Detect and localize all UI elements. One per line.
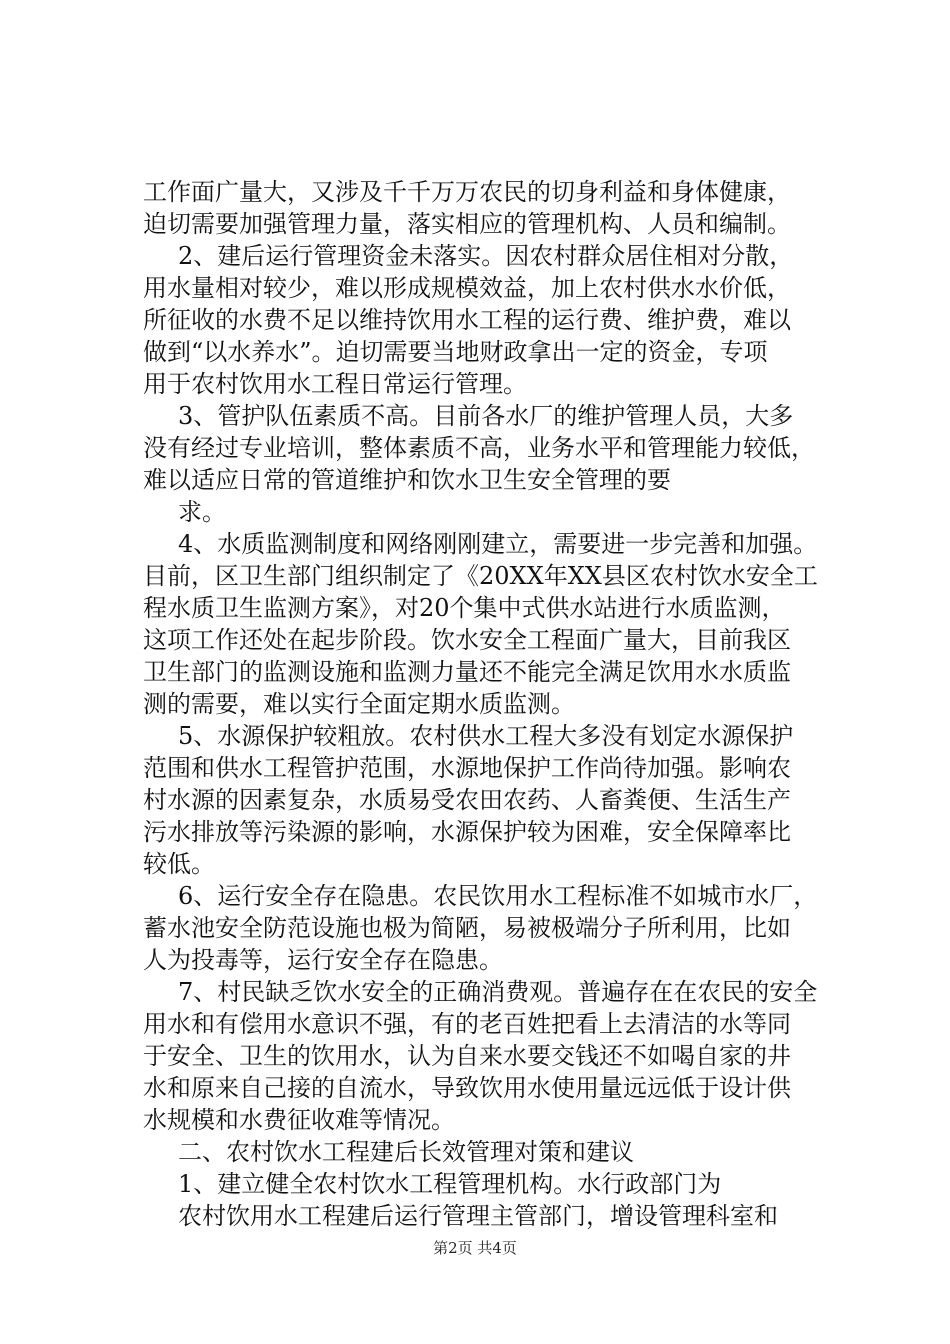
- body-line: 求。: [178, 498, 226, 526]
- body-line: 目前，区卫生部门组织制定了《20XX年XX县区农村饮水安全工: [143, 562, 818, 590]
- body-line: 程水质卫生监测方案》，对20个集中式供水站进行水质监测，: [143, 594, 786, 622]
- body-line: 工作面广量大，又涉及千千万万农民的切身利益和身体健康，: [143, 178, 791, 206]
- section-heading: 二、农村饮水工程建后长效管理对策和建议: [178, 1138, 634, 1166]
- body-line: 人为投毒等，运行安全存在隐患。: [143, 946, 503, 974]
- body-line: 用水和有偿用水意识不强，有的老百姓把看上去清洁的水等同: [143, 1010, 791, 1038]
- body-line: 用于农村饮用水工程日常运行管理。: [143, 370, 527, 398]
- body-line: 农村饮用水工程建后运行管理主管部门，增设管理科室和: [178, 1202, 778, 1230]
- body-line: 没有经过专业培训，整体素质不高，业务水平和管理能力较低，: [143, 434, 815, 462]
- body-line: 较低。: [143, 850, 215, 878]
- body-line: 难以适应日常的管道维护和饮水卫生安全管理的要: [143, 466, 671, 494]
- body-line: 2、建后运行管理资金未落实。因农村群众居住相对分散，: [178, 242, 794, 270]
- body-line: 于安全、卫生的饮用水，认为自来水要交钱还不如喝自家的井: [143, 1042, 791, 1070]
- body-line: 水和原来自己接的自流水，导致饮用水使用量远远低于设计供: [143, 1074, 791, 1102]
- body-line: 1、建立健全农村饮水工程管理机构。水行政部门为: [178, 1170, 722, 1198]
- body-line: 这项工作还处在起步阶段。饮水安全工程面广量大，目前我区: [143, 626, 791, 654]
- body-line: 卫生部门的监测设施和监测力量还不能完全满足饮用水水质监: [143, 658, 791, 686]
- body-line: 用水量相对较少，难以形成规模效益，加上农村供水水价低，: [143, 274, 791, 302]
- page-footer: 第2页 共4页: [433, 1239, 517, 1257]
- body-line: 所征收的水费不足以维持饮用水工程的运行费、维护费，难以: [143, 306, 791, 334]
- body-line: 蓄水池安全防范设施也极为简陋，易被极端分子所利用，比如: [143, 914, 791, 942]
- body-line: 4、水质监测制度和网络刚刚建立，需要进一步完善和加强。: [178, 530, 818, 558]
- body-line: 范围和供水工程管护范围，水源地保护工作尚待加强。影响农: [143, 754, 791, 782]
- body-line: 6、运行安全存在隐患。农民饮用水工程标准不如城市水厂，: [178, 882, 818, 910]
- body-line: 5、水源保护较粗放。农村供水工程大多没有划定水源保护: [178, 722, 794, 750]
- body-line: 7、村民缺乏饮水安全的正确消费观。普遍存在在农民的安全: [178, 978, 818, 1006]
- body-line: 迫切需要加强管理力量，落实相应的管理机构、人员和编制。: [143, 210, 791, 238]
- body-line: 测的需要，难以实行全面定期水质监测。: [143, 690, 575, 718]
- body-line: 水规模和水费征收难等情况。: [143, 1106, 455, 1134]
- body-line: 做到“以水养水”。迫切需要当地财政拿出一定的资金，专项: [143, 338, 768, 366]
- body-line: 村水源的因素复杂，水质易受农田农药、人畜粪便、生活生产: [143, 786, 791, 814]
- body-line: 污水排放等污染源的影响，水源保护较为困难，安全保障率比: [143, 818, 791, 846]
- body-line: 3、管护队伍素质不高。目前各水厂的维护管理人员，大多: [178, 402, 794, 430]
